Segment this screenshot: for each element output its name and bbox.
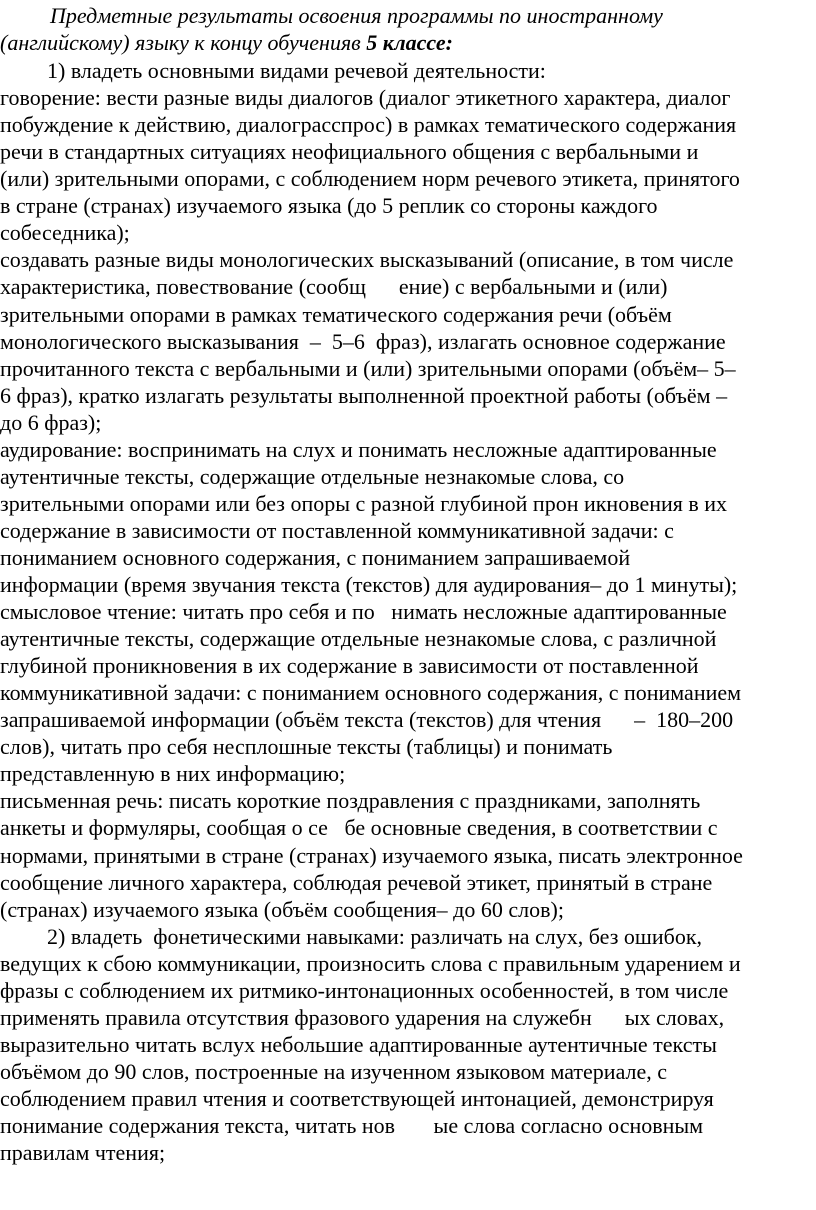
heading-line-1: Предметные результаты освоения программы по иностранному xyxy=(50,3,663,28)
body-text-line: прочитанного текста с вербальными и (или) зрительными опорами (объём– 5– xyxy=(0,355,736,381)
body-text-line: речи в стандартных ситуациях неофициального общения с вербальными и xyxy=(0,139,699,165)
body-text-line: побуждение к действию, диалограсспрос) в рамках тематического содержания xyxy=(0,112,737,138)
body-text-line: правилам чтения; xyxy=(0,1140,166,1165)
body-text-line: в стране (странах) изучаемого языка (до 5 реплик со стороны каждого xyxy=(0,193,658,219)
body-text-line: аутентичные тексты, содержащие отдельные незнакомые слова, со xyxy=(0,463,625,489)
body-text-line: слов), читать про себя несплошные тексты (таблицы) и понимать xyxy=(0,734,613,760)
body-text-line: нормами, принятыми в стране (странах) изучаемого языка, писать электронное xyxy=(0,842,743,868)
body-text-line: аутентичные тексты, содержащие отдельные незнакомые слова, с различной xyxy=(0,626,717,652)
body-text-line: объёмом до 90 слов, построенные на изученном языковом материале, с xyxy=(0,1058,668,1084)
body-text-line: создавать разные виды монологических высказываний (описание, в том числе xyxy=(0,247,734,273)
body-text-line: монологического высказывания – 5–6 фраз), излагать основное содержание xyxy=(0,328,726,354)
body-text-line: аудирование: воспринимать на слух и понимать несложные адаптированные xyxy=(0,436,717,462)
body-text-line: (или) зрительными опорами, с соблюдением норм речевого этикета, принятого xyxy=(0,166,740,192)
body-text-line: письменная речь: писать короткие поздравления с праздниками, заполнять xyxy=(0,788,701,814)
body-text-line: собеседника); xyxy=(0,220,130,246)
body-text-line: характеристика, повествование (сообщ ение) с вербальными и (или) xyxy=(0,274,668,300)
body-text-line: 1) владеть основными видами речевой деятельности: xyxy=(47,58,546,83)
body-text-line: выразительно читать вслух небольшие адаптированные аутентичные тексты xyxy=(0,1031,717,1057)
body-text-line: зрительными опорами или без опоры с разной глубиной прон икновения в их xyxy=(0,490,728,516)
body-text-line: сообщение личного характера, соблюдая речевой этикет, принятый в стране xyxy=(0,869,713,895)
body-text-line: глубиной проникновения в их содержание в зависимости от поставленной xyxy=(0,653,699,679)
body-text-line: (странах) изучаемого языка (объём сообщения– до 60 слов); xyxy=(0,896,564,922)
body-text-line: говорение: вести разные виды диалогов (диалог этикетного характера, диалог xyxy=(0,85,731,110)
body-text-line: ведущих к сбою коммуникации, произносить слова с правильным ударением и xyxy=(0,950,741,976)
body-text-line: коммуникативной задачи: с пониманием основного содержания, с пониманием xyxy=(0,680,742,706)
body-text-line: запрашиваемой информации (объём текста (текстов) для чтения – 180–200 xyxy=(0,707,734,733)
body-text-line: содержание в зависимости от поставленной коммуникативной задачи: с xyxy=(0,517,674,543)
heading-grade: 5 классе: xyxy=(366,30,453,55)
body-text-line: информации (время звучания текста (текстов) для аудирования– до 1 минуты); xyxy=(0,572,738,597)
body-text-line: 2) владеть фонетическими навыками: различать на слух, без ошибок, xyxy=(47,923,703,949)
body-text-line: пониманием основного содержания, с пониманием запрашиваемой xyxy=(0,544,631,570)
body-text-line: применять правила отсутствия фразового ударения на служебн ых словах, xyxy=(0,1004,725,1030)
heading-line-2 xyxy=(0,29,453,56)
body-text-line: фразы с соблюдением их ритмико-интонационных особенностей, в том числе xyxy=(0,977,729,1003)
heading-line-2-text: (английскому) языку к концу обученияв xyxy=(0,30,367,55)
body-text-line: анкеты и формуляры, сообщая о се бе основные сведения, в соответствии с xyxy=(0,815,718,841)
body-text-line: до 6 фраз); xyxy=(0,409,102,435)
body-text-line: зрительными опорами в рамках тематического содержания речи (объём xyxy=(0,301,672,327)
body-text-line: соблюдением правил чтения и соответствующей интонацией, демонстрируя xyxy=(0,1085,714,1111)
body-text-line: представленную в них информацию; xyxy=(0,761,346,787)
body-text-line: смысловое чтение: читать про себя и по нимать несложные адаптированные xyxy=(0,599,727,624)
body-text-line: 6 фраз), кратко излагать результаты выполненной проектной работы (объём – xyxy=(0,382,728,408)
body-text-line: понимание содержания текста, читать нов ые слова согласно основным xyxy=(0,1113,704,1138)
